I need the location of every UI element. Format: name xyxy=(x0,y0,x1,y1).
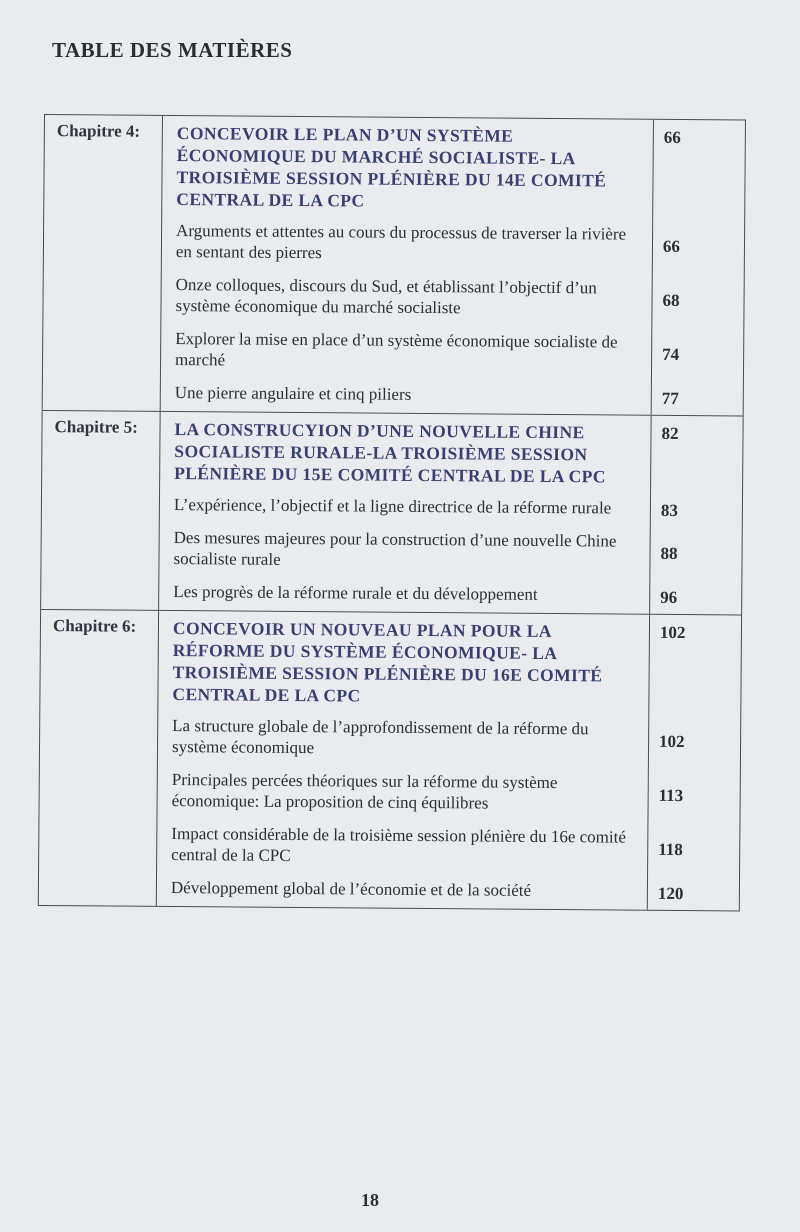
chapter-title: LA CONSTRUCYION D’UNE NOUVELLE CHINE SOCIALISTE RURALE-LA TROISIÈME SESSION PLÉNIÈRE DU 15E COMITÉ CENTRAL DE LA CPC xyxy=(174,419,606,487)
toc-entry-text: Impact considérable de la troisième session plénière du 16e comité central de la CPC xyxy=(171,824,627,865)
toc-entry-page: 68 xyxy=(651,274,743,329)
chapter-title-page: 82 xyxy=(650,416,743,495)
toc-entry-page: 77 xyxy=(651,382,743,416)
toc-entry-text: La structure globale de l’approfondissement de la réforme du système économique xyxy=(171,716,589,758)
chapter-body xyxy=(159,412,743,615)
chapter-body xyxy=(161,116,745,416)
toc-table xyxy=(38,114,746,911)
toc-entry xyxy=(162,216,744,275)
toc-entry-text: Une pierre angulaire et cinq piliers xyxy=(174,383,412,404)
chapter-label: Chapitre 4: xyxy=(43,115,163,411)
chapter-row xyxy=(41,410,743,614)
chapter-label: Chapitre 5: xyxy=(41,411,161,610)
chapter-title-row xyxy=(160,412,743,495)
chapter-label: Chapitre 6: xyxy=(39,610,159,906)
page-number: 18 xyxy=(361,1190,379,1210)
page-title: TABLE DES MATIÈRES xyxy=(52,38,293,62)
toc-entry-page: 96 xyxy=(649,581,741,615)
toc-entry xyxy=(157,819,739,878)
chapter-title: CONCEVOIR UN NOUVEAU PLAN POUR LA RÉFORME DU SYSTÈME ÉCONOMIQUE- LA TROISIÈME SESSION PLÉNIÈRE DU 16E COMITÉ CENTRAL DE LA CPC xyxy=(172,618,603,706)
toc-entry-text: Arguments et attentes au cours du processus de traverser la rivière en sentant des pierres xyxy=(175,221,627,263)
chapter-row xyxy=(39,609,741,910)
chapter-title-page: 102 xyxy=(648,615,741,716)
toc-entry-text: Onze colloques, discours du Sud, et établissant l’objectif d’un système économique du marché socialiste xyxy=(175,275,597,318)
chapter-title-row xyxy=(158,611,741,716)
toc-entry-page: 83 xyxy=(650,494,742,528)
toc-entry xyxy=(161,270,743,329)
toc-entry-page: 120 xyxy=(647,877,739,911)
toc-entry-text: Explorer la mise en place d’un système économique socialiste de marché xyxy=(175,329,618,370)
chapter-title-page: 66 xyxy=(652,120,745,221)
toc-entry-text: Les progrès de la réforme rurale et du développement xyxy=(173,582,538,604)
toc-entry-text: L’expérience, l’objectif et la ligne directrice de la réforme rurale xyxy=(173,495,612,518)
toc-entry-page: 102 xyxy=(648,715,740,770)
toc-entry-text: Des mesures majeures pour la construction d’une nouvelle Chine socialiste rurale xyxy=(173,528,617,569)
chapter-row xyxy=(43,115,745,415)
toc-entry xyxy=(158,711,740,770)
toc-entry xyxy=(161,378,743,416)
chapter-title-row xyxy=(162,116,745,221)
toc-entry xyxy=(160,490,742,528)
toc-entry-page: 74 xyxy=(651,328,743,383)
chapter-title: CONCEVOIR LE PLAN D’UN SYSTÈME ÉCONOMIQUE DU MARCHÉ SOCIALISTE- LA TROISIÈME SESSION PLÉNIÈRE DU 14E COMITÉ CENTRAL DE LA CPC xyxy=(176,123,607,211)
toc-entry xyxy=(159,523,741,582)
toc-entry xyxy=(157,873,739,911)
toc-entry xyxy=(159,577,741,615)
toc-entry xyxy=(161,324,743,383)
toc-entry-page: 113 xyxy=(647,769,739,824)
toc-entry xyxy=(157,765,739,824)
toc-entry-text: Principales percées théoriques sur la réforme du système économique: La proposition de cinq équilibres xyxy=(171,770,558,813)
toc-entry-page: 66 xyxy=(652,220,744,275)
chapter-body xyxy=(157,611,741,911)
toc-entry-text: Développement global de l’économie et de la société xyxy=(170,878,532,900)
toc-entry-page: 88 xyxy=(649,527,741,582)
toc-entry-page: 118 xyxy=(647,823,739,878)
